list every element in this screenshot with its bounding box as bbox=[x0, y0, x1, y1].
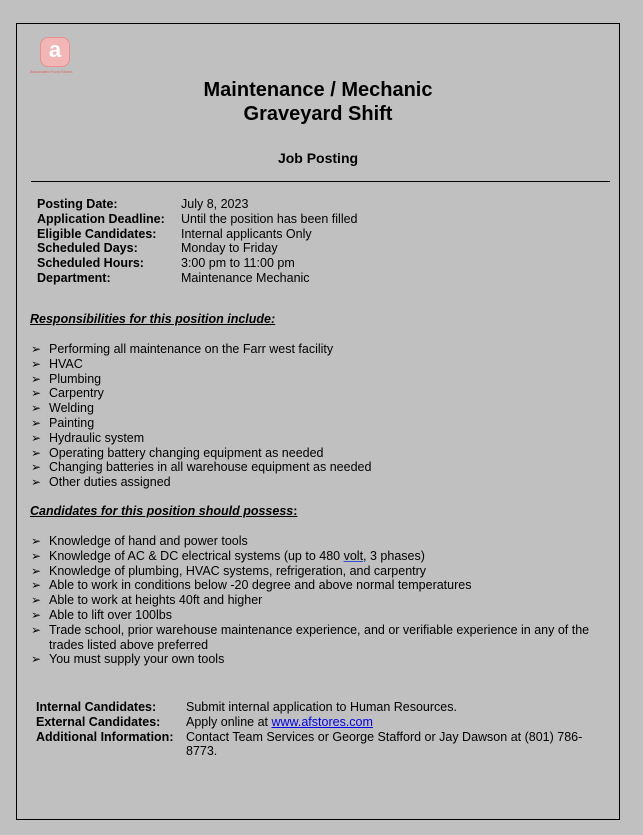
contact-row-additional bbox=[36, 730, 611, 760]
list-item bbox=[30, 357, 615, 372]
detail-label: Scheduled Days: bbox=[37, 241, 138, 256]
contact-value-prefix: Apply online at bbox=[186, 714, 272, 729]
detail-row-application-deadline bbox=[37, 212, 358, 227]
detail-value: Until the position has been filled bbox=[181, 211, 358, 226]
detail-row-department bbox=[37, 271, 358, 286]
list-item bbox=[30, 416, 615, 431]
list-item bbox=[30, 401, 615, 416]
logo-tagline: Associated Food Stores bbox=[30, 69, 73, 74]
bullet-arrow-icon: ➢ bbox=[31, 460, 42, 475]
bullet-arrow-icon: ➢ bbox=[31, 415, 42, 430]
bullet-arrow-icon: ➢ bbox=[31, 563, 42, 578]
shift-title: Graveyard Shift bbox=[243, 103, 393, 125]
list-item bbox=[30, 386, 615, 401]
list-item-text: Trade school, prior warehouse maintenance experience, and or verifiable experience in any of the trades listed above preferred bbox=[49, 622, 590, 652]
detail-value: Internal applicants Only bbox=[181, 226, 312, 241]
detail-value: Monday to Friday bbox=[181, 241, 278, 256]
bullet-arrow-icon: ➢ bbox=[31, 401, 42, 416]
list-item-text: You must supply your own tools bbox=[49, 652, 225, 667]
detail-value: July 8, 2023 bbox=[181, 197, 249, 211]
bullet-arrow-icon: ➢ bbox=[31, 593, 42, 608]
heading-colon: : bbox=[293, 504, 298, 518]
bullet-arrow-icon: ➢ bbox=[31, 356, 42, 371]
contact-value: Submit internal application to Human Resources. bbox=[186, 700, 457, 714]
divider bbox=[31, 181, 610, 182]
detail-value: 3:00 pm to 11:00 pm bbox=[181, 256, 295, 271]
detail-value: Maintenance Mechanic bbox=[181, 270, 310, 285]
list-item-text: Painting bbox=[49, 415, 95, 430]
list-item-text-end: , 3 phases) bbox=[363, 548, 425, 563]
job-title: Maintenance / Mechanic bbox=[203, 79, 433, 101]
company-logo bbox=[40, 37, 74, 69]
detail-label: Department: bbox=[37, 270, 111, 285]
list-item bbox=[30, 460, 615, 475]
bullet-arrow-icon: ➢ bbox=[31, 578, 42, 593]
bullet-arrow-icon: ➢ bbox=[31, 622, 42, 637]
contact-value: Contact Team Services or George Stafford or Jay Dawson at (801) 786-8773. bbox=[186, 729, 583, 759]
contact-label: Internal Candidates: bbox=[36, 700, 157, 714]
list-item bbox=[30, 593, 615, 608]
detail-row-eligible-candidates bbox=[37, 227, 358, 242]
detail-label: Eligible Candidates: bbox=[37, 226, 157, 241]
detail-label: Scheduled Hours: bbox=[37, 256, 144, 271]
bullet-arrow-icon: ➢ bbox=[31, 342, 42, 356]
document-page bbox=[16, 23, 620, 820]
spellcheck-marked-word: volt bbox=[343, 548, 364, 563]
bullet-arrow-icon: ➢ bbox=[31, 430, 42, 445]
bullet-arrow-icon: ➢ bbox=[31, 475, 42, 490]
list-item-text: Carpentry bbox=[49, 386, 104, 401]
list-item-text: HVAC bbox=[49, 356, 83, 371]
list-item bbox=[30, 623, 615, 653]
responsibilities-heading: Responsibilities for this position include: bbox=[30, 312, 276, 326]
bullet-arrow-icon: ➢ bbox=[31, 548, 42, 563]
detail-row-posting-date bbox=[37, 197, 358, 212]
logo-letter: a bbox=[48, 37, 62, 62]
list-item-text: Able to work at heights 40ft and higher bbox=[49, 593, 263, 608]
responsibilities-list bbox=[30, 342, 615, 490]
detail-label: Application Deadline: bbox=[37, 211, 165, 226]
list-item-text: Performing all maintenance on the Farr west facility bbox=[49, 342, 334, 356]
afstores-link[interactable]: www.afstores.com bbox=[271, 714, 373, 729]
list-item-text-start: Knowledge of AC & DC electrical systems (up to 480 bbox=[49, 548, 344, 563]
list-item bbox=[30, 578, 615, 593]
contact-label: Additional Information: bbox=[36, 729, 174, 744]
bullet-arrow-icon: ➢ bbox=[31, 652, 42, 667]
list-item bbox=[30, 608, 615, 623]
bullet-arrow-icon: ➢ bbox=[31, 534, 42, 548]
list-item bbox=[30, 446, 615, 461]
contact-row-internal bbox=[36, 700, 611, 715]
list-item-text: Welding bbox=[49, 401, 94, 416]
list-item bbox=[30, 431, 615, 446]
list-item bbox=[30, 475, 615, 490]
posting-details bbox=[37, 197, 358, 286]
list-item bbox=[30, 652, 615, 667]
list-item bbox=[30, 372, 615, 387]
list-item-text: Plumbing bbox=[49, 371, 102, 386]
bullet-arrow-icon: ➢ bbox=[31, 445, 42, 460]
list-item-text: Knowledge of plumbing, HVAC systems, refrigeration, and carpentry bbox=[49, 563, 427, 578]
list-item bbox=[30, 549, 615, 564]
candidates-heading-text: Candidates for this position should possess bbox=[30, 504, 294, 518]
list-item bbox=[30, 564, 615, 579]
list-item-text: Operating battery changing equipment as needed bbox=[49, 445, 324, 460]
list-item bbox=[30, 534, 615, 549]
detail-label: Posting Date: bbox=[37, 197, 118, 211]
bullet-arrow-icon: ➢ bbox=[31, 386, 42, 401]
list-item-text: Able to lift over 100lbs bbox=[49, 607, 172, 622]
list-item-text: Changing batteries in all warehouse equipment as needed bbox=[49, 460, 372, 475]
list-item-text: Able to work in conditions below -20 degree and above normal temperatures bbox=[49, 578, 472, 593]
bullet-arrow-icon: ➢ bbox=[31, 371, 42, 386]
contact-row-external bbox=[36, 715, 611, 730]
posting-subtitle: Job Posting bbox=[277, 150, 359, 166]
candidates-heading bbox=[30, 504, 297, 518]
contact-label: External Candidates: bbox=[36, 714, 161, 729]
list-item-text: Hydraulic system bbox=[49, 430, 145, 445]
list-item bbox=[30, 342, 615, 357]
list-item-text: Knowledge of hand and power tools bbox=[49, 534, 248, 548]
contact-value bbox=[186, 715, 611, 730]
detail-row-scheduled-hours bbox=[37, 256, 358, 271]
list-item-text: Other duties assigned bbox=[49, 475, 171, 490]
bullet-arrow-icon: ➢ bbox=[31, 607, 42, 622]
contact-section bbox=[36, 700, 611, 759]
candidates-list bbox=[30, 534, 615, 667]
detail-row-scheduled-days bbox=[37, 241, 358, 256]
